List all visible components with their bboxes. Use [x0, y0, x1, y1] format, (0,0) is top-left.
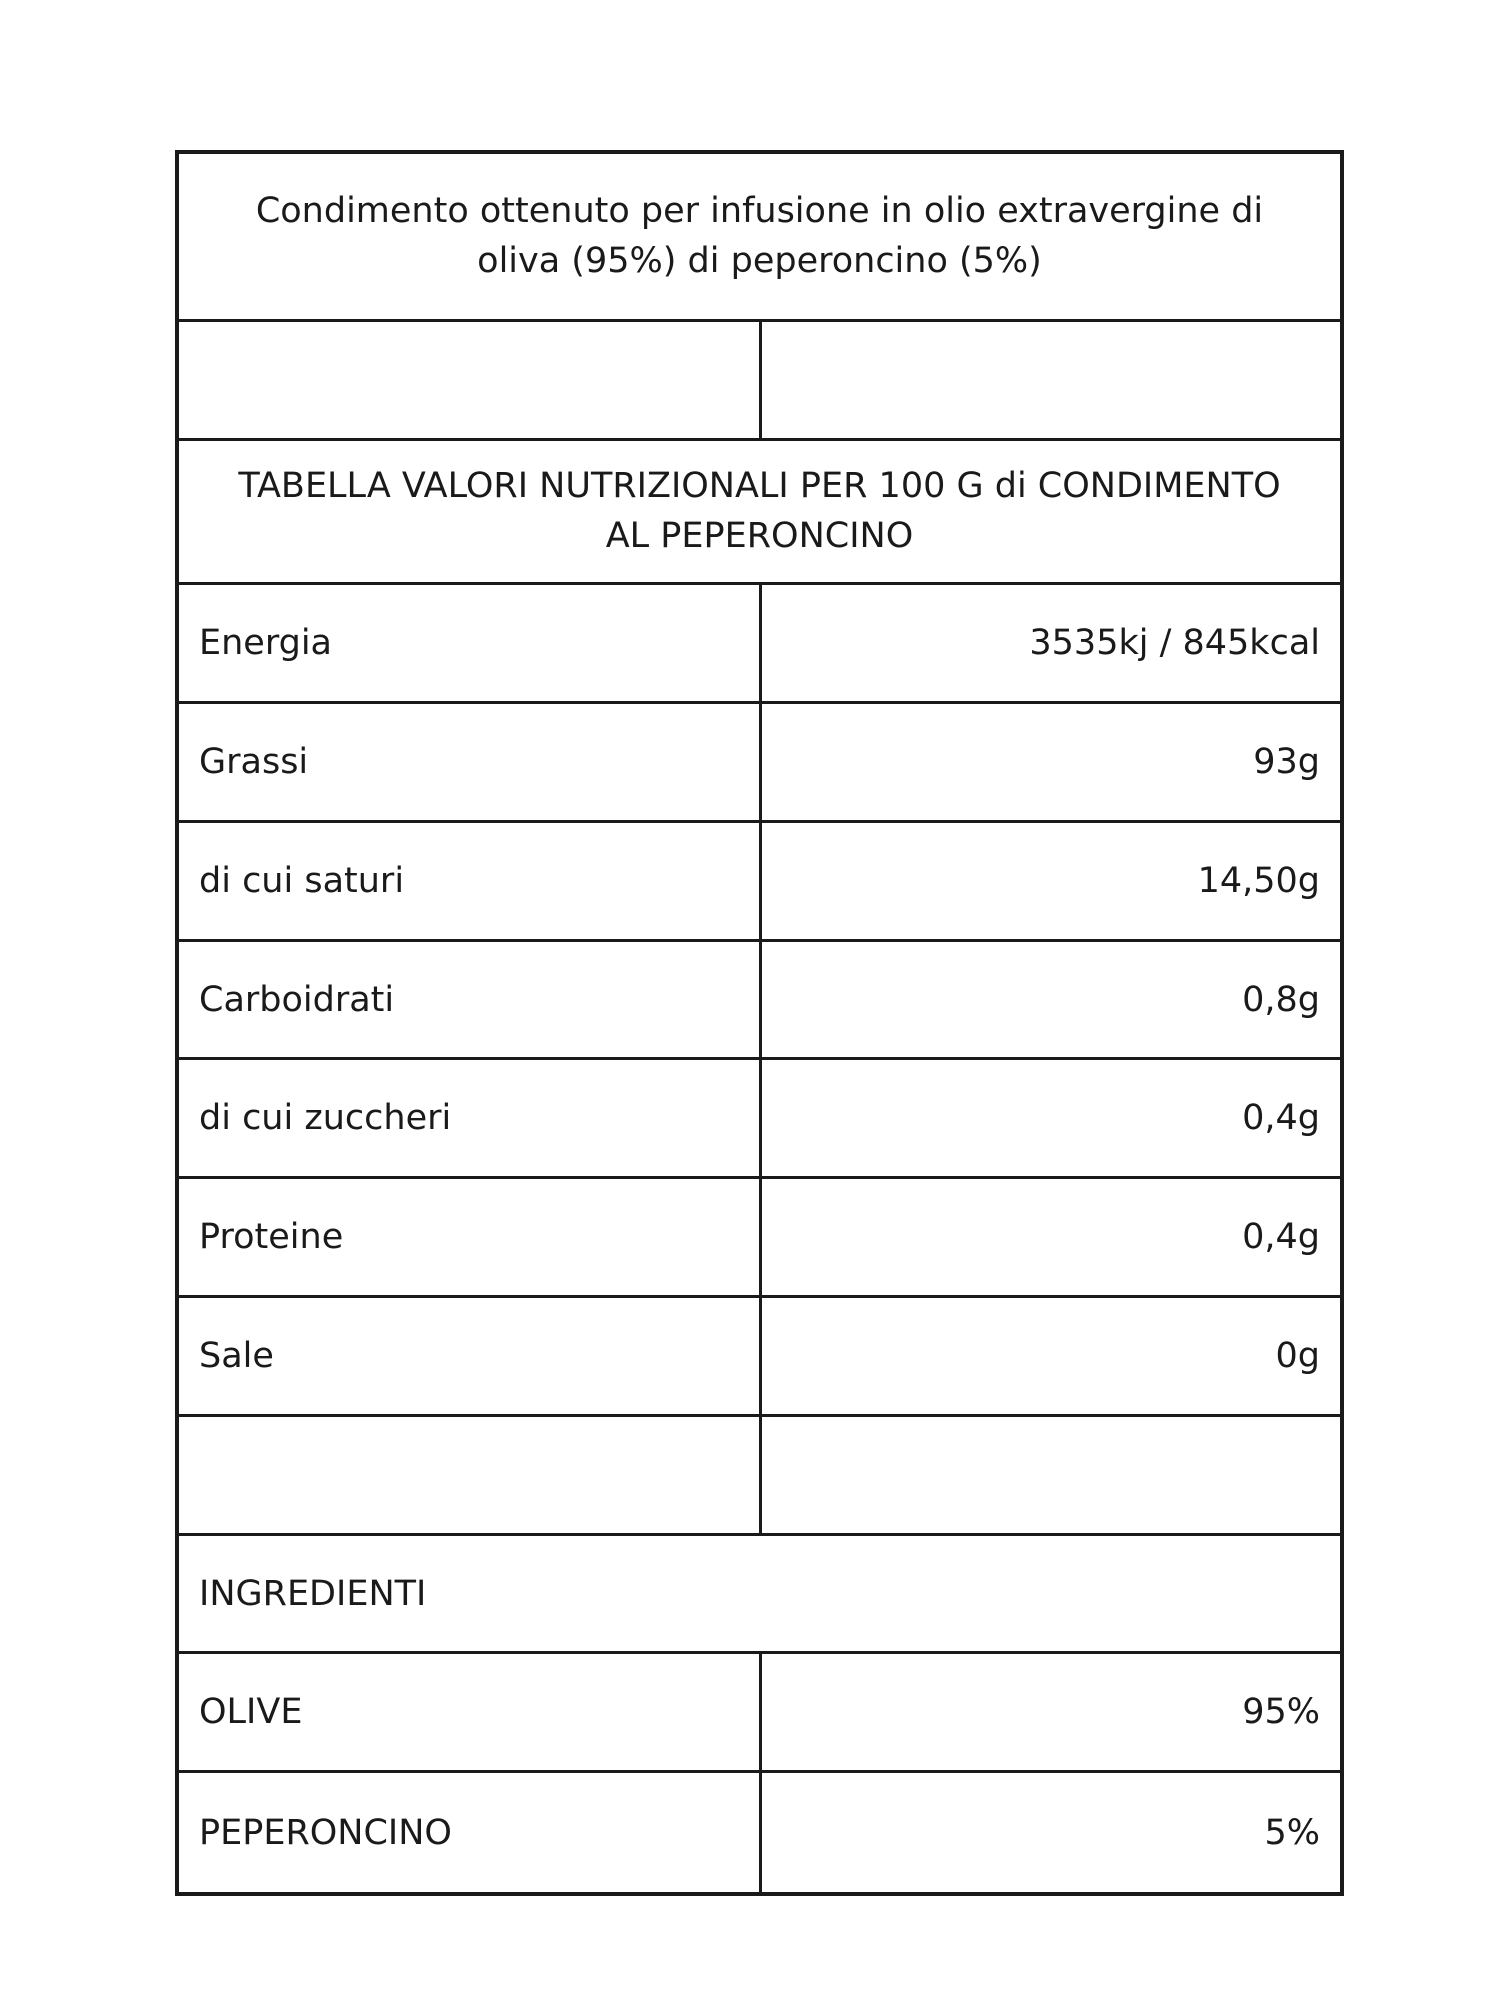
table-title: TABELLA VALORI NUTRIZIONALI PER 100 G di CONDIMENTO AL PEPERONCINO — [238, 466, 1281, 557]
empty-row-bottom — [179, 1417, 1340, 1536]
nutrition-row-zuccheri — [179, 1060, 1340, 1179]
nutrient-label: di cui zuccheri — [179, 1060, 762, 1176]
empty-row-top — [179, 322, 1340, 441]
nutrition-row-saturi — [179, 823, 1340, 942]
empty-cell-left — [179, 1417, 762, 1533]
nutrient-value: 0,4g — [1242, 1098, 1320, 1139]
ingredient-label: PEPERONCINO — [179, 1773, 762, 1892]
ingredient-value: 95% — [1242, 1692, 1320, 1733]
nutrient-value: 14,50g — [1197, 860, 1320, 901]
product-description: Condimento ottenuto per infusione in olio extravergine di oliva (95%) di peperoncino (5%) — [255, 191, 1264, 282]
nutrient-label: Energia — [179, 585, 762, 701]
nutrient-value: 3535kj / 845kcal — [1029, 623, 1320, 664]
nutrient-label: Carboidrati — [179, 942, 762, 1058]
nutrient-value: 0,8g — [1242, 979, 1320, 1020]
nutrient-label: Grassi — [179, 704, 762, 820]
nutrition-row-sale — [179, 1298, 1340, 1417]
nutrient-value: 0g — [1275, 1335, 1320, 1376]
empty-cell-right — [762, 322, 1340, 438]
nutrient-label: Proteine — [179, 1179, 762, 1295]
ingredient-value: 5% — [1264, 1812, 1320, 1853]
ingredient-label: OLIVE — [179, 1654, 762, 1770]
nutrition-row-grassi — [179, 704, 1340, 823]
nutrient-label: di cui saturi — [179, 823, 762, 939]
nutrition-row-carboidrati — [179, 942, 1340, 1061]
ingredient-row-peperoncino — [179, 1773, 1340, 1892]
table-title-row — [179, 441, 1340, 586]
nutrient-label: Sale — [179, 1298, 762, 1414]
ingredients-title-row — [179, 1536, 1340, 1655]
ingredient-row-olive — [179, 1654, 1340, 1773]
description-row — [179, 154, 1340, 322]
nutrition-row-proteine — [179, 1179, 1340, 1298]
nutrition-label-table — [175, 150, 1344, 1896]
empty-cell-left — [179, 322, 762, 438]
ingredients-title: INGREDIENTI — [199, 1573, 427, 1614]
empty-cell-right — [762, 1417, 1340, 1533]
nutrient-value: 93g — [1253, 741, 1320, 782]
nutrition-row-energia — [179, 585, 1340, 704]
nutrient-value: 0,4g — [1242, 1217, 1320, 1258]
